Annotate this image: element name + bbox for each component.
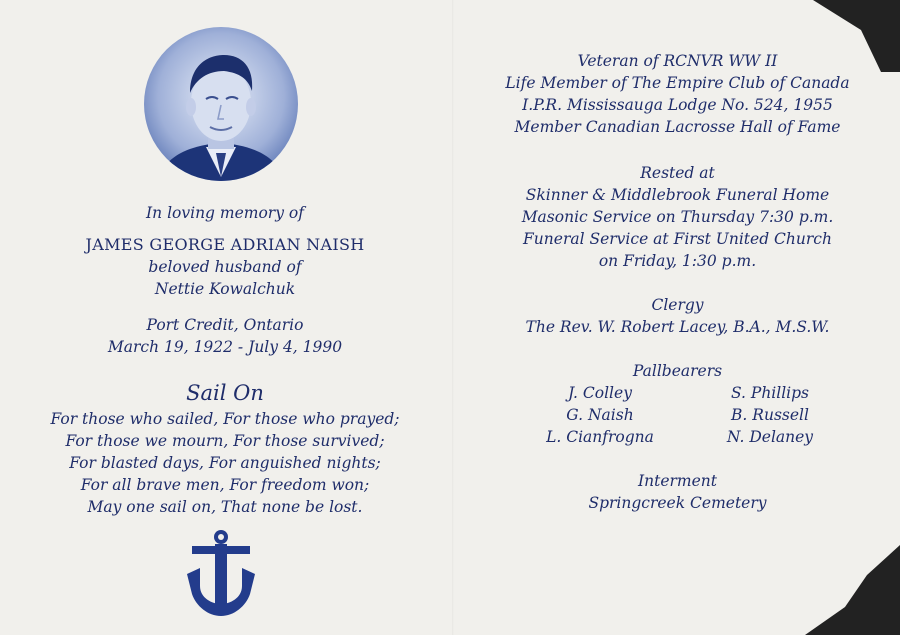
place-dates-block <box>0 314 450 358</box>
poem-line: For all brave men, For freedom won; <box>80 476 370 494</box>
service-line: Masonic Service on Thursday 7:30 p.m. <box>521 208 834 226</box>
clergy-name: The Rev. W. Robert Lacey, B.A., M.S.W. <box>525 318 830 336</box>
pallbearer-name: L. Cianfrogna <box>546 428 654 446</box>
poem-line: For those who sailed, For those who prayed; <box>50 410 400 428</box>
photo-corner-icon <box>805 545 900 635</box>
in-loving-memory-text: In loving memory of <box>146 204 304 222</box>
life-dates: March 19, 1922 - July 4, 1990 <box>107 338 343 356</box>
service-line: Rested at <box>640 164 715 182</box>
deceased-block <box>0 234 450 300</box>
honor-line: Member Canadian Lacrosse Hall of Fame <box>514 118 841 136</box>
clergy-title: Clergy <box>651 296 704 314</box>
spouse-name: Nettie Kowalchuk <box>154 280 296 298</box>
service-line: on Friday, 1:30 p.m. <box>598 252 757 270</box>
poem-line: For those we mourn, For those survived; <box>65 432 385 450</box>
honor-line: I.P.R. Mississauga Lodge No. 524, 1955 <box>522 96 833 114</box>
husband-line: beloved husband of <box>148 258 302 276</box>
pallbearers-list <box>540 382 830 448</box>
poem-title: Sail On <box>186 381 264 405</box>
interment-block <box>455 470 900 514</box>
pallbearer-name: J. Colley <box>568 384 632 402</box>
anchor-icon <box>184 528 258 616</box>
honor-line: Veteran of RCNVR WW II <box>577 52 778 70</box>
service-line: Funeral Service at First United Church <box>523 230 832 248</box>
memory-heading <box>0 202 450 224</box>
honor-line: Life Member of The Empire Club of Canada <box>505 74 850 92</box>
pallbearer-name: G. Naish <box>566 406 634 424</box>
portrait-figure <box>144 27 298 181</box>
right-panel <box>455 0 900 635</box>
service-line: Skinner & Middlebrook Funeral Home <box>525 186 830 204</box>
pallbearers-title: Pallbearers <box>632 362 723 380</box>
poem-line: May one sail on, That none be lost. <box>87 498 363 516</box>
pallbearer-name: N. Delaney <box>726 428 814 446</box>
pallbearer-name: S. Phillips <box>730 384 810 402</box>
place-text: Port Credit, Ontario <box>146 316 304 334</box>
pallbearers-heading <box>455 360 900 382</box>
poem-block <box>0 408 450 518</box>
services-block <box>455 162 900 272</box>
pallbearer-name: B. Russell <box>731 406 809 424</box>
clergy-block <box>455 294 900 338</box>
poem-line: For blasted days, For anguished nights; <box>69 454 381 472</box>
photo-corner-icon <box>805 0 900 72</box>
interment-place: Springcreek Cemetery <box>588 494 767 512</box>
interment-title: Interment <box>638 472 717 490</box>
fold-line <box>452 0 454 635</box>
deceased-name: JAMES GEORGE ADRIAN NAISH <box>85 235 365 254</box>
portrait-photo <box>144 27 298 181</box>
